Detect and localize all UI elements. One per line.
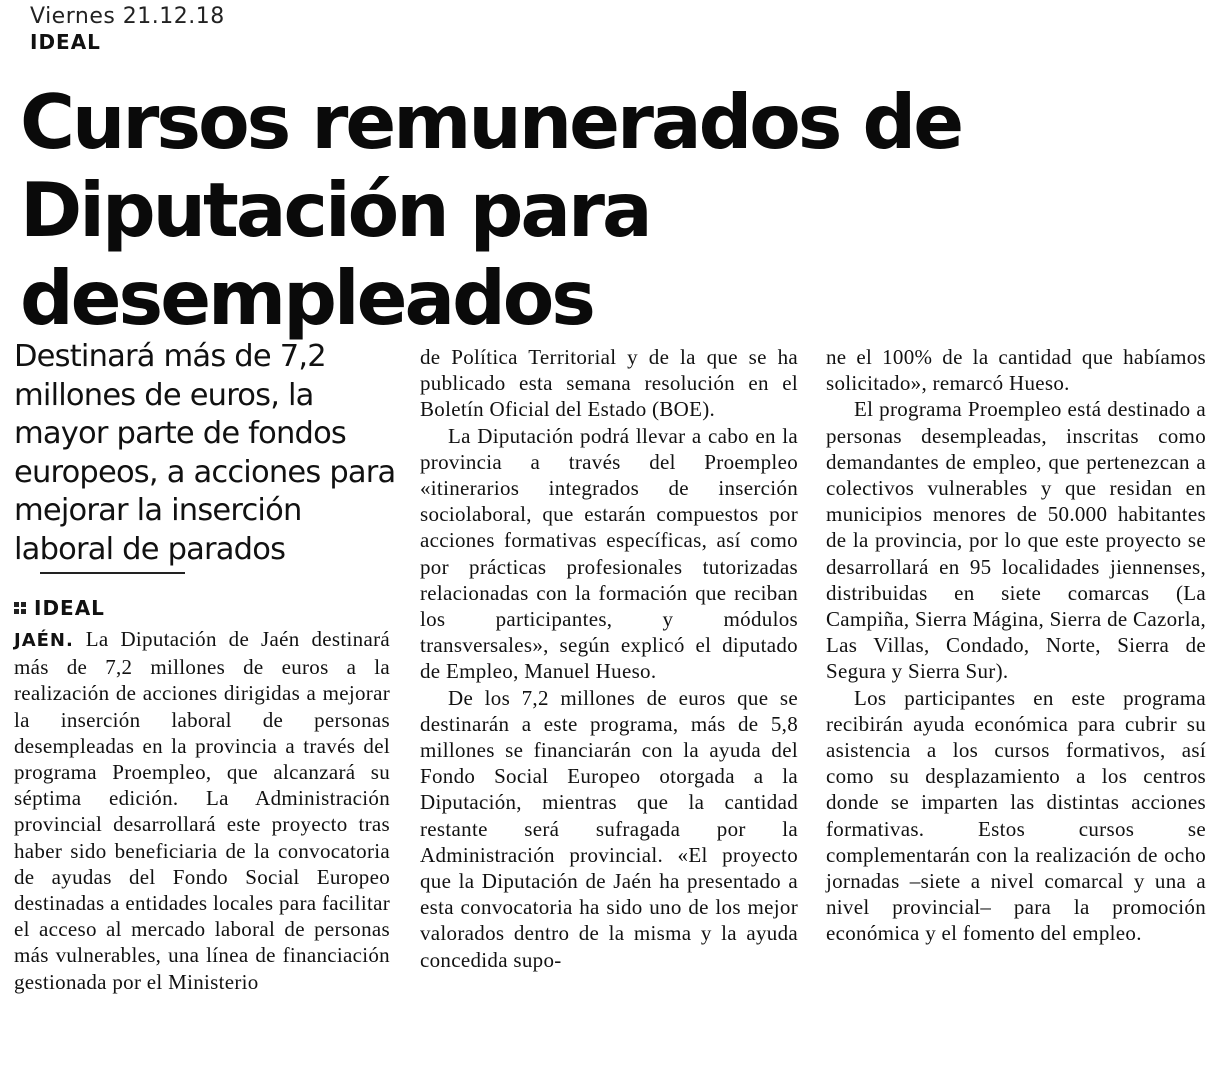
ideal-logo-icon — [14, 602, 26, 614]
subtitle-divider — [40, 572, 185, 574]
headline: Cursos remunerados de Diputación para desempleados — [20, 78, 962, 342]
article-column-1 — [14, 626, 390, 995]
paragraph-4: De los 7,2 millones de euros que se destinarán a este programa, más de 5,8 millones se financiarán con la ayuda del Fondo Social Europeo otorgada a la Diputación, mientras que la cantidad restante será sufragada por la Administración provincial. «El proyecto que la Diputación de Jaén ha presentado a esta convocatoria ha sido uno de los mejor valorados dentro de la misma y la ayuda concedida supo- — [420, 685, 798, 972]
paragraph-1 — [14, 626, 390, 995]
paragraph-2: de Política Territorial y de la que se ha publicado esta semana resolución en el Boletín Oficial del Estado (BOE). — [420, 345, 798, 422]
subtitle: Destinará más de 7,2 millones de euros, la mayor parte de fondos europeos, a acciones para mejorar la inserción laboral de parados — [14, 339, 396, 567]
paragraph-5: ne el 100% de la cantidad que habíamos solicitado», remarcó Hueso. — [826, 345, 1206, 396]
paragraph-7: Los participantes en este programa recibirán ayuda económica para cubrir su asistencia a los cursos formativos, así como su desplazamiento a los centros donde se imparten las distintas acciones formativas. Estos cursos se complementarán con la realización de ocho jornadas –siete a nivel comarcal y una a nivel provincial– para la promoción económica y el fomento del empleo. — [826, 685, 1206, 946]
location-lead: JAÉN. — [14, 630, 74, 651]
article-column-2 — [420, 344, 798, 973]
paragraph-6: El programa Proempleo está destinado a personas desempleadas, inscritas como demandantes de empleo, que pertenezcan a colectivos vulnerables y que residan en municipios menores de 50.000 habitantes de la provincia, por lo que este proyecto se desarrollará en 95 localidades jiennenses, distribuidas en siete comarcas (La Campiña, Sierra Mágina, Sierra de Cazorla, Las Villas, Condado, Norte, Sierra de Segura y Sierra Sur). — [826, 397, 1206, 684]
date-line: Viernes 21.12.18 — [30, 4, 225, 29]
byline — [14, 596, 105, 620]
byline-text: IDEAL — [34, 596, 105, 620]
publication-name: IDEAL — [30, 30, 101, 54]
paragraph-1-text: La Diputación de Jaén destinará más de 7,2 millones de euros a la realización de acciones dirigidas a mejorar la inserción laboral de personas desempleadas en la provincia a través del programa Proempleo, que alcanzará su séptima edición. La Administración provincial desarrollará este proyecto tras haber sido beneficiaria de la convocatoria de ayudas del Fondo Social Europeo destinadas a entidades locales para facilitar el acceso al mercado laboral de personas más vulnerables, una línea de financiación gestionada por el Ministerio — [14, 627, 390, 994]
article-column-3 — [826, 344, 1206, 947]
paragraph-3: La Diputación podrá llevar a cabo en la provincia a través del Proempleo «itinerarios integrados de inserción sociolaboral, que estarán compuestos por acciones formativas específicas, así como por prácticas profesionales tutorizadas relacionadas con la formación que reciban los participantes, y módulos transversales», según explicó el diputado de Empleo, Manuel Hueso. — [420, 423, 798, 684]
